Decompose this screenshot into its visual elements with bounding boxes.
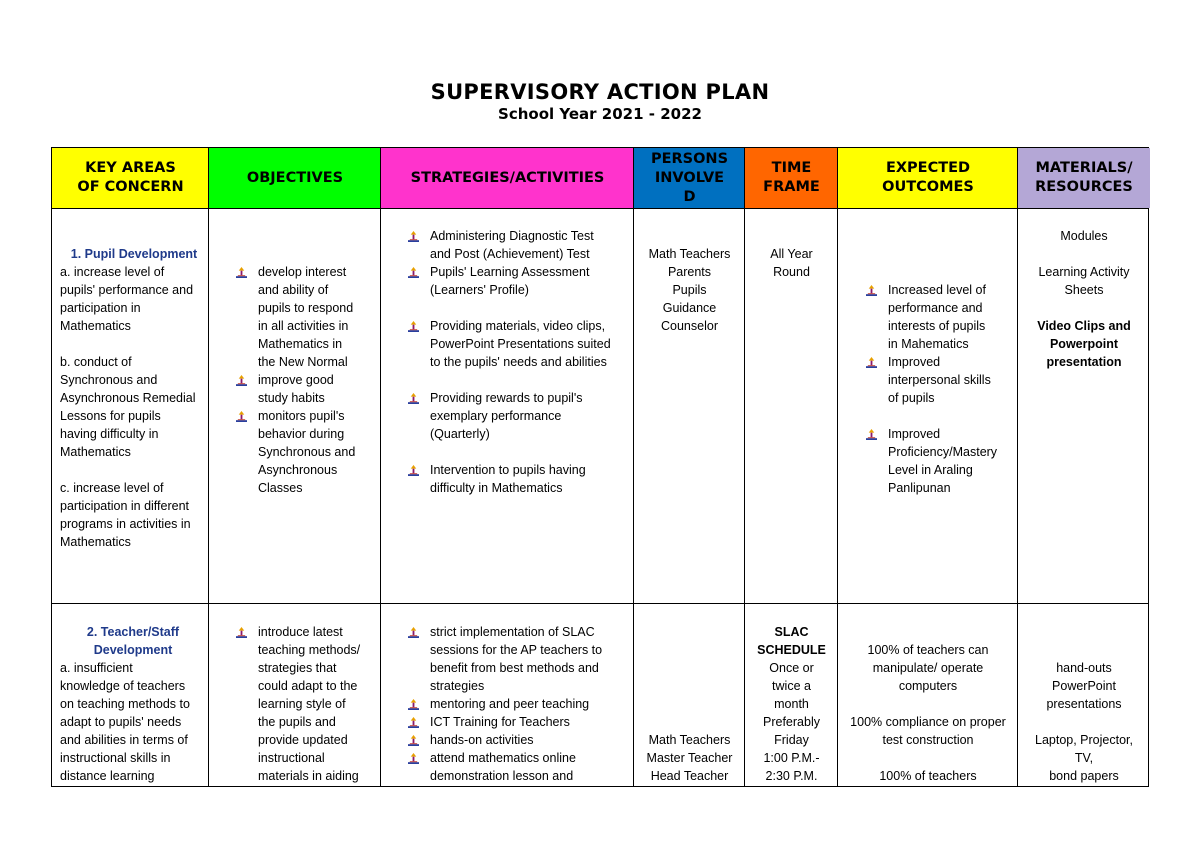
text-line: study habits bbox=[258, 391, 325, 405]
text-line: bond papers bbox=[1049, 769, 1119, 783]
text-line: Math Teachers bbox=[648, 247, 731, 261]
text-line: participation in different bbox=[60, 499, 190, 513]
bullet-item bbox=[862, 281, 1016, 353]
text-line: Increased level of bbox=[888, 283, 986, 297]
row1-key-areas bbox=[60, 245, 206, 551]
text-line: adapt to pupils' needs bbox=[60, 715, 182, 729]
arrow-bullet-icon bbox=[866, 285, 877, 296]
text-line: learning style of bbox=[258, 697, 346, 711]
row2-key-areas bbox=[60, 623, 206, 785]
text-line bbox=[60, 461, 206, 479]
text-line: Round bbox=[773, 265, 810, 279]
text-line: provide updated bbox=[258, 733, 348, 747]
bullet-item bbox=[404, 749, 632, 785]
bullet-item bbox=[404, 461, 632, 497]
arrow-bullet-icon bbox=[408, 627, 419, 638]
header-text: D bbox=[683, 188, 696, 205]
header-text: EXPECTED bbox=[885, 160, 971, 176]
text-line: introduce latest bbox=[258, 625, 343, 639]
text-line: 100% of teachers bbox=[879, 769, 977, 783]
text-line: exemplary performance bbox=[430, 409, 562, 423]
text-line: instructional bbox=[258, 751, 325, 765]
text-line: knowledge of teachers bbox=[60, 679, 186, 693]
bullet-item bbox=[232, 407, 378, 497]
action-plan-table bbox=[51, 147, 1149, 787]
text-line: manipulate/ operate bbox=[872, 661, 984, 675]
text-line: Lessons for pupils bbox=[60, 409, 161, 423]
row1-strategies bbox=[404, 227, 632, 497]
header-expected-outcomes bbox=[838, 148, 1018, 208]
text-line: strict implementation of SLAC bbox=[430, 625, 595, 639]
text-line: hands-on activities bbox=[430, 733, 534, 747]
text-line: demonstration lesson and bbox=[430, 769, 574, 783]
text-line: Pupils bbox=[672, 283, 707, 297]
row2-time bbox=[745, 623, 838, 785]
text-line: Master Teacher bbox=[646, 751, 733, 765]
text-line: Intervention to pupils having bbox=[430, 463, 586, 477]
text-line: SCHEDULE bbox=[757, 643, 826, 657]
text-line bbox=[60, 335, 206, 353]
text-line: (Learners' Profile) bbox=[430, 283, 529, 297]
text-line: could adapt to the bbox=[258, 679, 358, 693]
text-line: Mathematics bbox=[60, 319, 131, 333]
row1-time bbox=[745, 245, 838, 281]
text-line: develop interest bbox=[258, 265, 347, 279]
bullet-item bbox=[232, 371, 378, 407]
text-line: (Quarterly) bbox=[430, 427, 490, 441]
text-line: Proficiency/Mastery bbox=[888, 445, 998, 459]
text-line: instructional skills in bbox=[60, 751, 171, 765]
header-key-areas bbox=[52, 148, 209, 208]
text-line: PowerPoint Presentations suited bbox=[430, 337, 611, 351]
header-strategies bbox=[381, 148, 634, 208]
text-line: Improved bbox=[888, 355, 941, 369]
text-line: performance and bbox=[888, 301, 983, 315]
arrow-bullet-icon bbox=[236, 375, 247, 386]
text-line: ICT Training for Teachers bbox=[430, 715, 570, 729]
text-line: in Mahematics bbox=[888, 337, 969, 351]
arrow-bullet-icon bbox=[866, 429, 877, 440]
text-line: Level in Araling bbox=[888, 463, 973, 477]
text-line: improve good bbox=[258, 373, 334, 387]
section-title: Development bbox=[93, 643, 173, 657]
header-text: RESOURCES bbox=[1035, 179, 1133, 195]
header-text: KEY AREAS bbox=[85, 160, 176, 176]
text-line: of pupils bbox=[888, 391, 935, 405]
text-line: strategies that bbox=[258, 661, 337, 675]
text-line bbox=[1018, 245, 1150, 263]
text-line: 2:30 P.M. bbox=[765, 769, 818, 783]
text-line: a. increase level of bbox=[60, 265, 165, 279]
text-line: Counselor bbox=[661, 319, 718, 333]
text-line: c. increase level of bbox=[60, 481, 164, 495]
bullet-item bbox=[404, 623, 632, 695]
text-line bbox=[1018, 713, 1150, 731]
text-line: Asynchronous Remedial bbox=[60, 391, 196, 405]
arrow-bullet-icon bbox=[866, 357, 877, 368]
section-title: 2. Teacher/Staff bbox=[86, 625, 180, 639]
text-line: distance learning bbox=[60, 769, 155, 783]
text-line: mentoring and peer teaching bbox=[430, 697, 590, 711]
text-line: sessions for the AP teachers to bbox=[430, 643, 603, 657]
bullet-item bbox=[232, 263, 378, 371]
text-line: Once or bbox=[769, 661, 814, 675]
arrow-bullet-icon bbox=[408, 735, 419, 746]
page-title: SUPERVISORY ACTION PLAN bbox=[430, 80, 770, 104]
arrow-bullet-icon bbox=[408, 393, 419, 404]
text-line: TV, bbox=[1074, 751, 1094, 765]
text-line: interests of pupils bbox=[888, 319, 986, 333]
text-line: 1:00 P.M.- bbox=[763, 751, 820, 765]
arrow-bullet-icon bbox=[408, 267, 419, 278]
bullet-item bbox=[404, 731, 632, 749]
text-line: Synchronous and bbox=[60, 373, 158, 387]
text-line: Panlipunan bbox=[888, 481, 951, 495]
text-line: computers bbox=[898, 679, 958, 693]
row2-objectives bbox=[232, 623, 378, 785]
text-line: SLAC bbox=[774, 625, 809, 639]
text-line: Mathematics in bbox=[258, 337, 343, 351]
text-line: b. conduct of bbox=[60, 355, 132, 369]
row1-outcomes bbox=[862, 281, 1016, 497]
row2-strategies bbox=[404, 623, 632, 785]
arrow-bullet-icon bbox=[236, 411, 247, 422]
text-line: teaching methods/ bbox=[258, 643, 361, 657]
text-line: Powerpoint bbox=[1049, 337, 1119, 351]
text-line: monitors pupil's bbox=[258, 409, 345, 423]
text-line bbox=[838, 749, 1018, 767]
text-line: Guidance bbox=[662, 301, 717, 315]
row2-materials bbox=[1018, 659, 1150, 785]
text-line: Math Teachers bbox=[648, 733, 731, 747]
header-text: STRATEGIES/ACTIVITIES bbox=[410, 169, 605, 186]
section-title: 1. Pupil Development bbox=[70, 247, 198, 261]
bullet-item bbox=[404, 317, 632, 371]
arrow-bullet-icon bbox=[408, 321, 419, 332]
text-line: participation in bbox=[60, 301, 141, 315]
text-line: month bbox=[774, 697, 809, 711]
arrow-bullet-icon bbox=[408, 465, 419, 476]
bullet-item bbox=[862, 425, 1016, 497]
text-line: Head Teacher bbox=[650, 769, 729, 783]
header-materials bbox=[1018, 148, 1150, 208]
header-objectives bbox=[209, 148, 381, 208]
text-line: Video Clips and bbox=[1037, 319, 1131, 333]
arrow-bullet-icon bbox=[236, 627, 247, 638]
arrow-bullet-icon bbox=[408, 717, 419, 728]
text-line: having difficulty in bbox=[60, 427, 159, 441]
text-line: pupils to respond bbox=[258, 301, 354, 315]
text-line: Providing rewards to pupil's bbox=[430, 391, 583, 405]
row2-persons bbox=[634, 731, 745, 785]
text-line: on teaching methods to bbox=[60, 697, 190, 711]
text-line bbox=[838, 695, 1018, 713]
bullet-item bbox=[404, 695, 632, 713]
arrow-bullet-icon bbox=[408, 753, 419, 764]
text-line: Mathematics bbox=[60, 445, 131, 459]
text-line: hand-outs bbox=[1056, 661, 1112, 675]
text-line: 100% of teachers can bbox=[867, 643, 989, 657]
text-line: a. insufficient bbox=[60, 661, 133, 675]
header-text: MATERIALS/ bbox=[1035, 160, 1133, 176]
text-line: interpersonal skills bbox=[888, 373, 991, 387]
arrow-bullet-icon bbox=[408, 699, 419, 710]
text-line: strategies bbox=[430, 679, 485, 693]
text-line: the New Normal bbox=[258, 355, 348, 369]
text-line: Improved bbox=[888, 427, 941, 441]
text-line: Synchronous and bbox=[258, 445, 356, 459]
header-text: OBJECTIVES bbox=[246, 169, 344, 186]
bullet-item bbox=[232, 623, 378, 785]
header-text: INVOLVE bbox=[654, 169, 725, 186]
text-line: test construction bbox=[882, 733, 974, 747]
text-line: to the pupils' needs and abilities bbox=[430, 355, 607, 369]
page-subtitle: School Year 2021 - 2022 bbox=[498, 105, 702, 123]
text-line: in all activities in bbox=[258, 319, 349, 333]
bullet-item bbox=[862, 353, 1016, 407]
text-line: Classes bbox=[258, 481, 303, 495]
text-line: All Year bbox=[770, 247, 813, 261]
text-line: attend mathematics online bbox=[430, 751, 576, 765]
text-line: PowerPoint bbox=[1052, 679, 1116, 693]
text-line: and abilities in terms of bbox=[60, 733, 188, 747]
header-text: OF CONCERN bbox=[77, 179, 184, 195]
header-text: OUTCOMES bbox=[882, 179, 974, 195]
text-line: Administering Diagnostic Test bbox=[430, 229, 594, 243]
text-line: Parents bbox=[667, 265, 712, 279]
text-line: Learning Activity bbox=[1038, 265, 1130, 279]
text-line: pupils' performance and bbox=[60, 283, 194, 297]
text-line: Providing materials, video clips, bbox=[430, 319, 606, 333]
text-line: programs in activities in bbox=[60, 517, 191, 531]
text-line: and ability of bbox=[258, 283, 329, 297]
text-line: difficulty in Mathematics bbox=[430, 481, 563, 495]
text-line: twice a bbox=[772, 679, 811, 693]
text-line: Preferably bbox=[763, 715, 820, 729]
text-line bbox=[1018, 299, 1150, 317]
arrow-bullet-icon bbox=[236, 267, 247, 278]
bullet-item bbox=[404, 263, 632, 299]
row1-objectives bbox=[232, 263, 378, 497]
header-persons-involved bbox=[634, 148, 745, 208]
header-time-frame bbox=[745, 148, 838, 208]
text-line: benefit from best methods and bbox=[430, 661, 599, 675]
text-line: materials in aiding bbox=[258, 769, 359, 783]
text-line: Pupils' Learning Assessment bbox=[430, 265, 590, 279]
text-line: the pupils and bbox=[258, 715, 336, 729]
row2-outcomes bbox=[838, 641, 1018, 785]
bullet-item bbox=[404, 227, 632, 263]
text-line: presentations bbox=[1046, 697, 1122, 711]
text-line: Laptop, Projector, bbox=[1035, 733, 1133, 747]
row1-persons bbox=[634, 245, 745, 335]
header-text: TIME bbox=[771, 160, 812, 176]
arrow-bullet-icon bbox=[408, 231, 419, 242]
text-line: Mathematics bbox=[60, 535, 131, 549]
text-line: behavior during bbox=[258, 427, 345, 441]
text-line: and Post (Achievement) Test bbox=[430, 247, 590, 261]
text-line: Modules bbox=[1060, 229, 1108, 243]
text-line: Sheets bbox=[1064, 283, 1104, 297]
bullet-item bbox=[404, 713, 632, 731]
text-line: 100% compliance on proper bbox=[850, 715, 1006, 729]
header-text: PERSONS bbox=[650, 150, 729, 167]
bullet-item bbox=[404, 389, 632, 443]
row1-materials bbox=[1018, 227, 1150, 371]
text-line: Asynchronous bbox=[258, 463, 338, 477]
text-line: presentation bbox=[1046, 355, 1122, 369]
text-line: Friday bbox=[774, 733, 809, 747]
header-text: FRAME bbox=[763, 179, 820, 195]
